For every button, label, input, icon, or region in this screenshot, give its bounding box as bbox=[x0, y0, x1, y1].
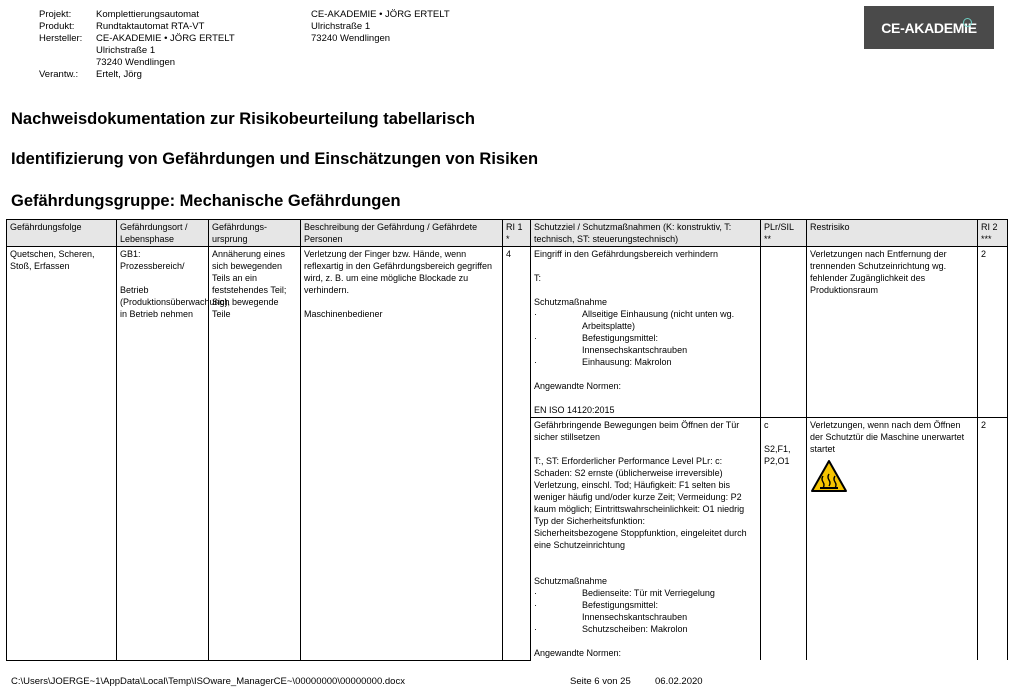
cell-ri2-2: 2 bbox=[978, 418, 1008, 661]
cell-plr-1 bbox=[761, 247, 807, 418]
company-city: 73240 Wendlingen bbox=[311, 33, 391, 44]
cell-ri1: 4 bbox=[503, 247, 531, 661]
cell-beschreibung bbox=[301, 247, 503, 661]
massnahme-item: Bedienseite: Tür mit Verriegelung bbox=[582, 588, 715, 598]
cell-ri2-1: 2 bbox=[978, 247, 1008, 418]
col-header-ursprung: Gefährdungs-ursprung bbox=[209, 220, 301, 247]
massnahme-typ-1: T: bbox=[534, 273, 542, 283]
normen-label-1: Angewandte Normen: bbox=[534, 381, 622, 391]
massnahme-item: Allseitige Einhausung (nicht unten wg. Arbeitsplatte) bbox=[582, 309, 735, 331]
cell-schutz-1: Eingriff in den Gefährdungsbereich verhindern T: Schutzmaßnahme · Allseitige Einhausung (nicht unten wg. Arbeitsplatte) · Befestigungsmittel: Innensechskantschrauben · Einhausung: Makrolon Angewandte Normen: EN ISO 14120:2015 bbox=[531, 247, 761, 418]
hot-surface-warning-icon bbox=[810, 459, 974, 496]
footer-page: Seite 6 von 25 bbox=[570, 676, 631, 687]
cell-ort bbox=[117, 247, 231, 661]
normen-label-2: Angewandte Normen: bbox=[534, 648, 622, 658]
footer-path: C:\Users\JOERGE~1\AppData\Local\Temp\ISOware_ManagerCE~\00000000\00000000.docx bbox=[11, 676, 405, 687]
funktion-value: Sicherheitsbezogene Stoppfunktion, eingeleitet durch eine Schutzeinrichtung bbox=[534, 528, 747, 550]
cell-plr-2 bbox=[761, 418, 807, 661]
cell-restrisiko-2 bbox=[807, 418, 978, 661]
table-header-row bbox=[7, 220, 1008, 247]
company-logo bbox=[864, 6, 994, 49]
norm-value: EN ISO 14120:2015 bbox=[534, 405, 615, 415]
col-header-beschreibung: Beschreibung der Gefährdung / Gefährdete Personen bbox=[301, 220, 503, 247]
section-title: Identifizierung von Gefährdungen und Einschätzungen von Risiken bbox=[11, 150, 539, 168]
col-header-restrisiko: Restrisiko bbox=[807, 220, 978, 247]
massnahme-item: Einhausung: Makrolon bbox=[582, 357, 672, 367]
massnahme-label-1: Schutzmaßnahme bbox=[534, 297, 608, 307]
col-header-folge: Gefährdungsfolge bbox=[7, 220, 117, 247]
company-name: CE-AKADEMIE • JÖRG ERTELT bbox=[311, 9, 450, 20]
gefaehrdete-personen: Maschinenbediener bbox=[304, 309, 383, 319]
document-header-left bbox=[39, 9, 235, 81]
risiko-analyse: T:, ST: Erforderlicher Performance Level PLr: c: Schaden: S2 ernste (üblicherweise irreversible) Verletzung, einschl. Tod; Häufigkeit: F1 selten bis weniger häufig und/oder kurze Zeit; Vermeidung: P2 kaum möglich; Eintrittswahrscheinlichkeit: O1 niedrig bbox=[534, 456, 745, 514]
massnahme-item: Befestigungsmittel: Innensechskantschrauben bbox=[582, 333, 688, 355]
massnahme-item: Befestigungsmittel: Innensechskantschrauben bbox=[582, 600, 688, 622]
massnahme-label-2: Schutzmaßnahme bbox=[534, 576, 608, 586]
schutzziel-1: Eingriff in den Gefährdungsbereich verhindern bbox=[534, 249, 718, 259]
ort-lebensphase: Betrieb (Produktionsüberwachung), in Betrieb nehmen bbox=[120, 285, 231, 319]
hersteller-city: 73240 Wendlingen bbox=[96, 57, 176, 68]
footer-date: 06.02.2020 bbox=[655, 676, 703, 687]
produkt-label: Produkt: bbox=[39, 21, 75, 32]
produkt-value: Rundtaktautomat RTA-VT bbox=[96, 21, 205, 32]
risk-table bbox=[6, 219, 1008, 661]
restrisiko-text: Verletzungen, wenn nach dem Öffnen der Schutztür die Maschine unerwartet startet bbox=[810, 420, 965, 454]
cell-folge: Quetschen, Scheren, Stoß, Erfassen bbox=[7, 247, 117, 661]
funktion-label: Typ der Sicherheitsfunktion: bbox=[534, 516, 646, 526]
plr-value: c bbox=[764, 420, 769, 430]
plr-parameters: S2,F1, P2,O1 bbox=[764, 444, 791, 466]
cell-ursprung: Annäherung eines sich bewegenden Teils an ein feststehendes Teil; Sich bewegende Teile bbox=[209, 247, 301, 661]
col-header-plr: PLr/SIL ** bbox=[761, 220, 807, 247]
projekt-value: Komplettierungsautomat bbox=[96, 9, 199, 20]
col-header-ri1: RI 1 * bbox=[503, 220, 531, 247]
logo-ring-icon bbox=[963, 18, 972, 27]
verantw-value: Ertelt, Jörg bbox=[96, 69, 142, 80]
col-header-ri2: RI 2 *** bbox=[978, 220, 1008, 247]
ort-bereich: GB1: Prozessbereich/ bbox=[120, 249, 185, 271]
col-header-ort: Gefährdungsort / Lebensphase bbox=[117, 220, 209, 247]
col-header-schutz: Schutzziel / Schutzmaßnahmen (K: konstruktiv, T: technisch, ST: steuerungstechnisch) bbox=[531, 220, 761, 247]
logo-text: CE-AKADEMIE bbox=[881, 19, 977, 36]
schutzziel-2: Gefährbringende Bewegungen beim Öffnen der Tür sicher stillsetzen bbox=[534, 420, 740, 442]
projekt-label: Projekt: bbox=[39, 9, 72, 20]
company-street: Ulrichstraße 1 bbox=[311, 21, 371, 32]
cell-schutz-2: Gefährbringende Bewegungen beim Öffnen der Tür sicher stillsetzen T:, ST: Erforderlicher Performance Level PLr: c: Schaden: S2 ernste (üblicherweise irreversible) Verletzung, einschl. Tod; Häufigkeit: F1 selten bis weniger häufig und/oder kurze Zeit; Vermeidung: P2 kaum möglich; Eintrittswahrscheinlichkeit: O1 niedrig Typ der Sicherheitsfunktion: Sicherheitsbezogene Stoppfunktion, eingeleitet durch eine Schutzeinrichtung Schutzmaßnahme · Bedienseite: Tür mit Verriegelung · Befestigungsmittel: Innensechskantschrauben · Schutzscheiben: Makrolon Angewandte Normen: bbox=[531, 418, 761, 661]
doc-title: Nachweisdokumentation zur Risikobeurteilung tabellarisch bbox=[11, 110, 475, 128]
massnahme-item: Schutzscheiben: Makrolon bbox=[582, 624, 688, 634]
hersteller-label: Hersteller: bbox=[39, 33, 83, 44]
hersteller-name: CE-AKADEMIE • JÖRG ERTELT bbox=[96, 33, 235, 44]
table-row bbox=[7, 247, 1008, 418]
group-title: Gefährdungsgruppe: Mechanische Gefährdungen bbox=[11, 192, 401, 210]
beschreibung-text: Verletzung der Finger bzw. Hände, wenn reflexartig in den Gefährdungsbereich gegriffen wird, z. B. um eine mögliche Blockade zu verhindern. bbox=[304, 249, 492, 295]
verantw-label: Verantw.: bbox=[39, 69, 79, 80]
document-header-company bbox=[311, 9, 450, 45]
cell-restrisiko-1: Verletzungen nach Entfernung der trennenden Schutzeinrichtung wg. fehlender Zugänglichkeit des Produktionsraum bbox=[807, 247, 978, 418]
hersteller-street: Ulrichstraße 1 bbox=[96, 45, 156, 56]
